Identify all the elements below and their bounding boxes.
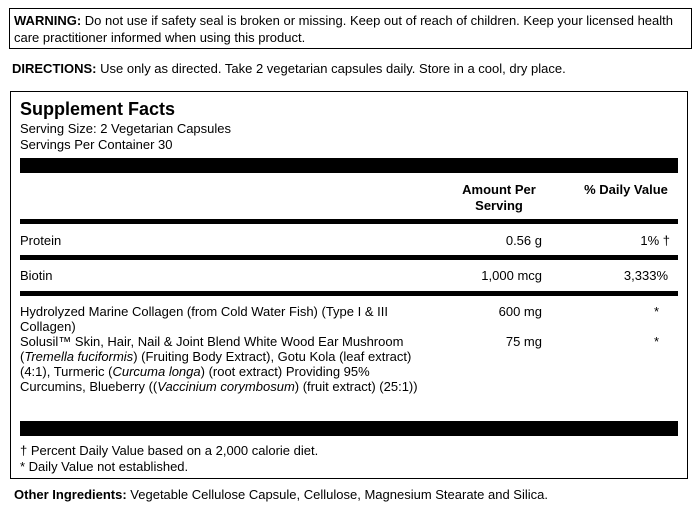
row-protein-amount: 0.56 g	[505, 233, 542, 248]
other-ingredients-label: Other Ingredients:	[14, 487, 127, 502]
warning-text: Do not use if safety seal is broken or missing. Keep out of reach of children. Keep your licensed health care practitioner informed when using this product.	[14, 13, 674, 45]
footnote-not-established: * Daily Value not established.	[20, 459, 189, 474]
blend-text-3: ) (root extract) Providing 95% Curcumins, Blueberry ((	[20, 364, 370, 394]
directions-text: Use only as directed. Take 2 vegetarian capsules daily. Store in a cool, dry place.	[96, 61, 566, 76]
row-protein-name: Protein	[20, 233, 62, 248]
col-amount-header: Amount Per Serving	[462, 182, 536, 213]
supplement-facts-panel	[10, 91, 688, 479]
divider-protein	[20, 255, 678, 260]
facts-title: Supplement Facts	[20, 99, 176, 119]
row-biotin-name: Biotin	[20, 268, 53, 283]
other-ingredients-text: Vegetable Cellulose Capsule, Cellulose, Magnesium Stearate and Silica.	[126, 487, 548, 502]
blend-species-2: Curcuma longa	[112, 364, 201, 379]
col-dv-header: % Daily Value	[584, 182, 668, 197]
directions-label: DIRECTIONS:	[12, 61, 97, 76]
blend-species-3: Vaccinium corymbosum	[157, 379, 295, 394]
row-blend-amount: 75 mg	[505, 334, 542, 349]
row-collagen-name: Hydrolyzed Marine Collagen (from Cold Water Fish) (Type I & III Collagen)	[20, 304, 388, 334]
serving-size: Serving Size: 2 Vegetarian Capsules	[20, 121, 232, 136]
warning-label: WARNING:	[14, 13, 82, 28]
divider-header	[20, 219, 678, 224]
footnote-daily-value: † Percent Daily Value based on a 2,000 calorie diet.	[20, 443, 319, 458]
row-collagen-amount: 600 mg	[498, 304, 542, 319]
divider-biotin	[20, 291, 678, 296]
thick-divider-bottom	[20, 421, 678, 436]
row-blend-dv: *	[654, 334, 660, 349]
warning-box	[9, 8, 692, 49]
servings-per-container: Servings Per Container 30	[20, 137, 173, 152]
row-biotin-dv: 3,333%	[623, 268, 668, 283]
directions	[12, 60, 566, 77]
other-ingredients	[14, 486, 548, 503]
row-protein-dv: 1% †	[640, 233, 670, 248]
blend-species-1: Tremella fuciformis	[24, 349, 134, 364]
row-biotin-amount: 1,000 mcg	[481, 268, 542, 283]
blend-text-2: ) (Fruiting Body Extract), Gotu Kola (leaf extract) (4:1), Turmeric (	[20, 349, 412, 379]
blend-text-4: ) (fruit extract) (25:1))	[294, 379, 418, 394]
row-blend-name	[20, 334, 420, 394]
blend-text-1: Solusil™ Skin, Hair, Nail & Joint Blend White Wood Ear Mushroom (	[20, 334, 404, 364]
thick-divider-top	[20, 158, 678, 173]
row-collagen-dv: *	[654, 304, 660, 319]
